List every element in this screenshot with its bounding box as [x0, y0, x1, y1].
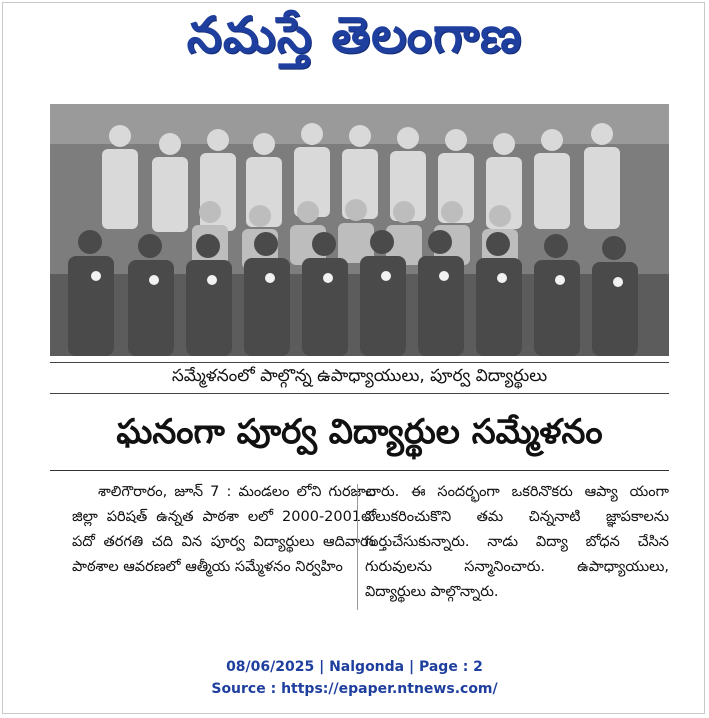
source-footer	[0, 656, 709, 700]
newspaper-masthead	[0, 6, 709, 76]
photo-caption	[50, 362, 669, 394]
footer-date-line: 08/06/2025 | Nalgonda | Page : 2	[226, 659, 483, 675]
article-headline	[50, 410, 669, 462]
group-photo-illustration	[50, 104, 669, 356]
photo-caption-text: సమ్మేళనంలో పాల్గొన్న ఉపాధ్యాయులు, పూర్వ విద్యార్థులు	[171, 366, 548, 386]
group-photo	[50, 104, 669, 356]
headline-rule	[50, 470, 669, 471]
article-column-left	[72, 480, 376, 580]
footer-source-line: Source : https://epaper.ntnews.com/	[211, 681, 498, 697]
column-divider	[357, 484, 358, 610]
article-left-text: శాలిగౌరారం, జూన్ 7 : మండలం లోని గురజాల జిల్లా పరిషత్ ఉన్నత పాఠశా లలో 2000-2001లో పదో తరగతి చది విన పూర్వ విద్యార్థులు ఆదివారం పాఠశాల ఆవరణలో ఆత్మీయ సమ్మేళనం నిర్వహిం	[72, 484, 376, 575]
masthead-title: నమస్తే తెలంగాణ	[186, 5, 523, 64]
article-column-right	[365, 480, 669, 605]
article-headline-text: ఘనంగా పూర్వ విద్యార్థుల సమ్మేళనం	[116, 412, 603, 452]
article-right-text: చారు. ఈ సందర్భంగా ఒకరినొకరు ఆప్యా యంగా పలుకరించుకొని తమ చిన్ననాటి జ్ఞాపకాలను గుర్తుచేసుకున్నారు. నాడు విద్యా బోధన చేసిన గురువులను సన్మానించారు. ఉపాధ్యాయులు, విద్యార్థులు పాల్గొన్నారు.	[365, 484, 669, 600]
